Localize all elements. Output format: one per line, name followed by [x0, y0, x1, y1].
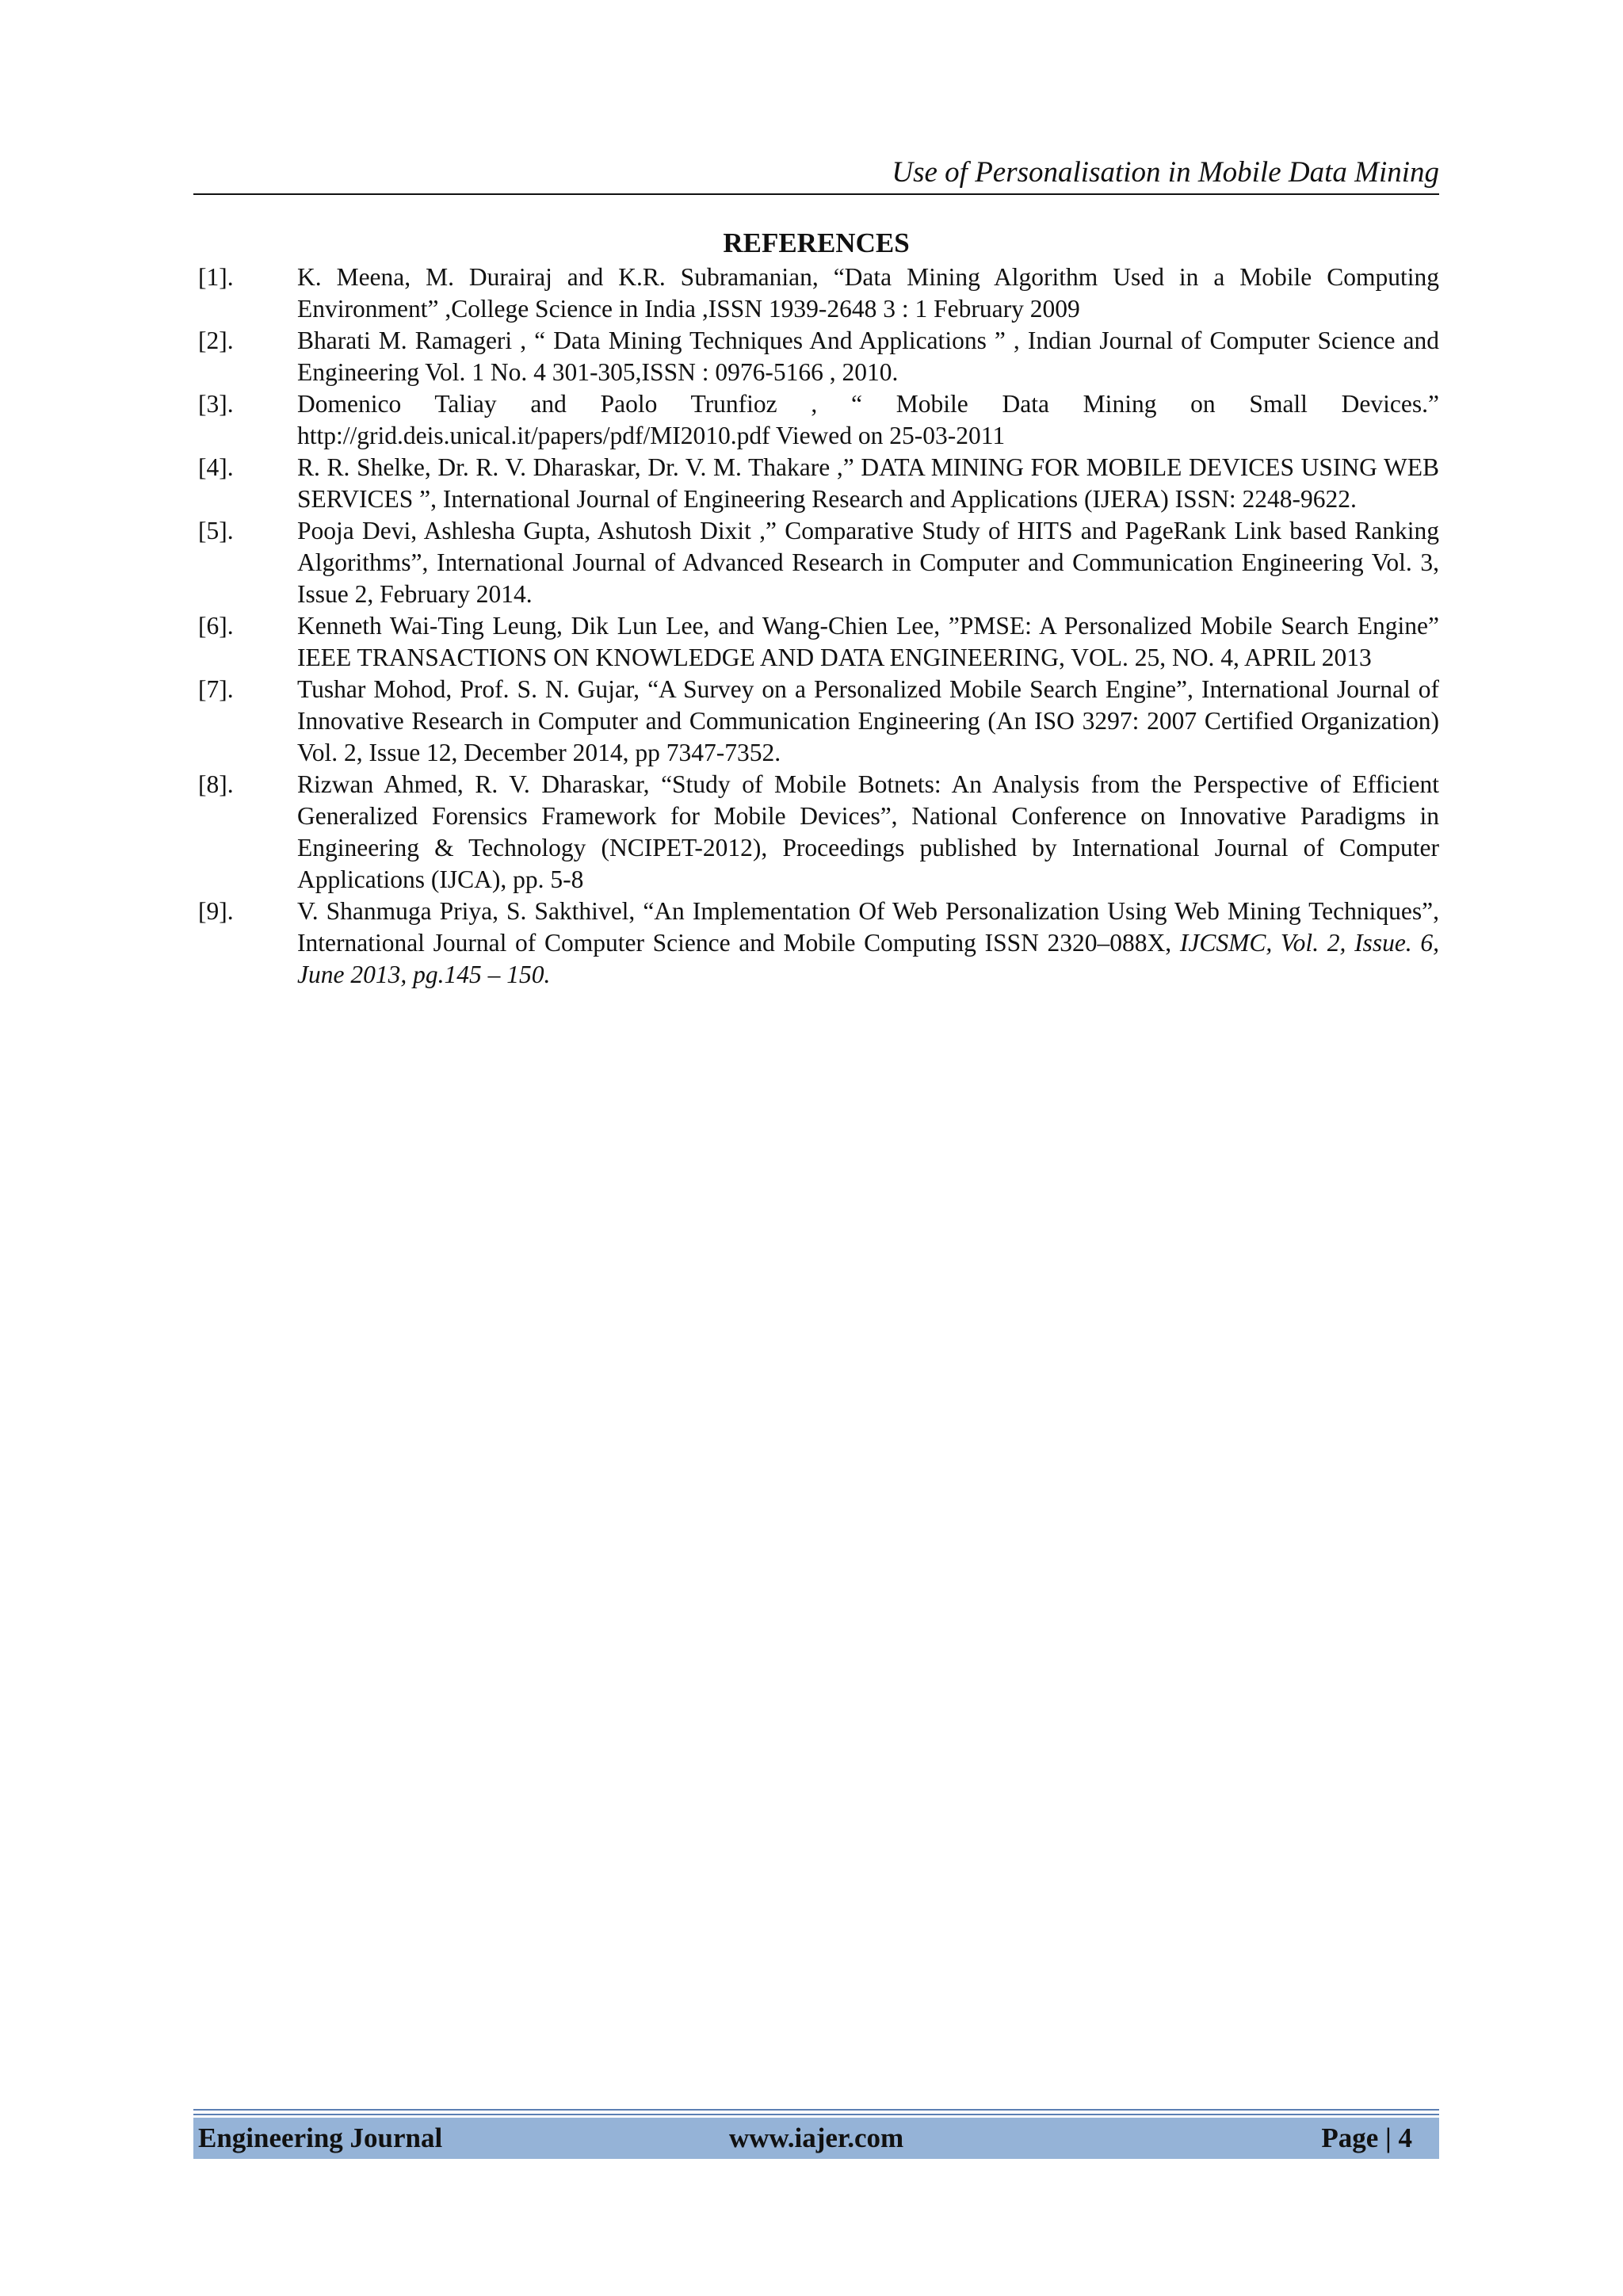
reference-text: Kenneth Wai-Ting Leung, Dik Lun Lee, and Wang-Chien Lee, ”PMSE: A Personalized Mobile Search Engine” IEEE TRANSACTIONS ON KNOWLEDGE AND DATA ENGINEERING, VOL. 25, NO. 4, APRIL 2013: [297, 612, 1439, 671]
reference-number: [8].: [198, 770, 234, 798]
footer-website: www.iajer.com: [728, 2122, 904, 2153]
references-title: REFERENCES: [723, 227, 910, 258]
reference-text: R. R. Shelke, Dr. R. V. Dharaskar, Dr. V. M. Thakare ,” DATA MINING FOR MOBILE DEVICES USING WEB SERVICES ”, International Journal of Engineering Research and Applications (IJERA) ISSN: 2248-9622.: [297, 453, 1439, 513]
reference-text: Domenico Taliay and Paolo Trunfioz , “ Mobile Data Mining on Small Devices.” http://grid.deis.unical.it/papers/pdf/MI2010.pdf Viewed on 25-03-2011: [297, 390, 1439, 449]
reference-text: Pooja Devi, Ashlesha Gupta, Ashutosh Dixit ,” Comparative Study of HITS and PageRank Link based Ranking Algorithms”, International Journal of Advanced Research in Computer and Communication Engineering Vol. 3, Issue 2, February 2014.: [297, 517, 1439, 608]
reference-item-7: [193, 674, 1439, 769]
reference-text: K. Meena, M. Durairaj and K.R. Subramanian, “Data Mining Algorithm Used in a Mobile Computing Environment” ,College Science in India ,ISSN 1939-2648 3 : 1 February 2009: [297, 263, 1439, 323]
reference-text: Rizwan Ahmed, R. V. Dharaskar, “Study of Mobile Botnets: An Analysis from the Perspective of Efficient Generalized Forensics Framework for Mobile Devices”, National Conference on Innovative Paradigms in Engineering & Technology (NCIPET-2012), Proceedings published by International Journal of Computer Applications (IJCA), pp. 5-8: [297, 770, 1439, 893]
reference-italic-tail: IJCSMC, Vol. 2, Issue. 6, June 2013, pg.145 – 150.: [297, 929, 1439, 988]
reference-item-5: [193, 515, 1439, 610]
reference-number: [9].: [198, 897, 234, 925]
reference-text: Bharati M. Ramageri , “ Data Mining Techniques And Applications ” , Indian Journal of Computer Science and Engineering Vol. 1 No. 4 301-305,ISSN : 0976-5166 , 2010.: [297, 327, 1439, 386]
reference-item-9: [193, 896, 1439, 991]
reference-item-2: [193, 325, 1439, 388]
reference-text: Tushar Mohod, Prof. S. N. Gujar, “A Survey on a Personalized Mobile Search Engine”, International Journal of Innovative Research in Computer and Communication Engineering (An ISO 3297: 2007 Certified Organization) Vol. 2, Issue 12, December 2014, pp 7347-7352.: [297, 675, 1439, 766]
reference-text: V. Shanmuga Priya, S. Sakthivel, “An Implementation Of Web Personalization Using Web Mining Techniques”, International Journal of Computer Science and Mobile Computing ISSN 2320–088X, IJCSMC, Vol. 2, Issue. 6, June 2013, pg.145 – 150.: [297, 897, 1439, 988]
reference-number: [4].: [198, 453, 234, 481]
footer-bar: [193, 2118, 1439, 2159]
header-rule: [193, 193, 1439, 195]
footer-page-number: Page | 4: [1321, 2122, 1412, 2153]
reference-list: [193, 262, 1439, 991]
reference-number: [1].: [198, 263, 234, 291]
reference-number: [6].: [198, 612, 234, 640]
reference-item-8: [193, 769, 1439, 896]
reference-item-3: [193, 388, 1439, 452]
reference-number: [7].: [198, 675, 234, 703]
footer-rules: [193, 2109, 1439, 2115]
reference-item-4: [193, 452, 1439, 515]
reference-number: [5].: [198, 517, 234, 544]
footer-journal-name: Engineering Journal: [198, 2122, 443, 2153]
reference-number: [2].: [198, 327, 234, 354]
reference-item-1: [193, 262, 1439, 325]
running-header: Use of Personalisation in Mobile Data Mining: [892, 156, 1439, 189]
reference-number: [3].: [198, 390, 234, 418]
reference-item-6: [193, 610, 1439, 674]
